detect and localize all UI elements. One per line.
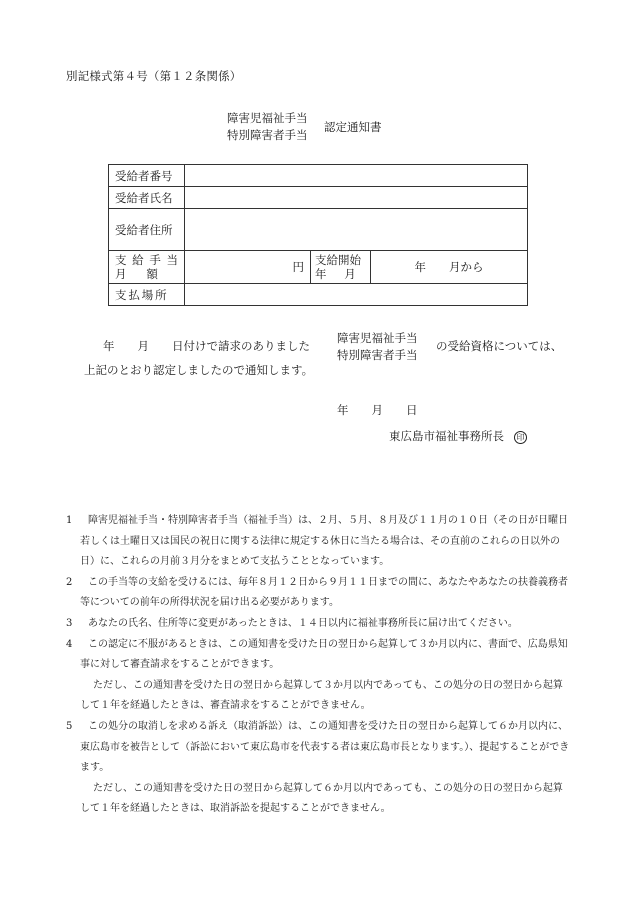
body-date-prefix: 年 月 日付けで請求のありました: [103, 339, 310, 353]
payment-start-label-bottom: 年 月: [315, 267, 356, 281]
payment-start-label: [311, 251, 371, 284]
payment-place-label: 支 払 場 所: [109, 284, 185, 306]
note-item: 3 あなたの氏名、住所等に変更があったときは、１４日以内に福祉事務所長に届け出てください。: [66, 617, 518, 629]
note-item: 4 この認定に不服があるときは、この通知書を受けた日の翌日から起算して３か月以内に、書面で、広島県知事に対して審査請求をすることができます。 ただし、この通知書を受けた日の翌日から起算して３か月以内であっても、この処分の日の翌日から起算して１年を経過したときは、審査請求をすることができません。: [66, 638, 568, 712]
table-row: [109, 284, 528, 306]
recipient-info-table: [108, 164, 528, 306]
body-allowance-types: [337, 330, 418, 364]
recipient-address-label: 受給者住所: [109, 209, 185, 251]
table-row: [109, 165, 528, 187]
title-allowance-types: [227, 110, 308, 144]
issuing-office: [389, 428, 527, 444]
recipient-name-field[interactable]: [185, 187, 528, 209]
table-row: [109, 209, 528, 251]
monthly-amount-label-top: 支 給 手 当: [115, 253, 178, 267]
payment-start-field[interactable]: 年 月から: [371, 251, 528, 284]
monthly-amount-label-bottom: 月 額: [115, 267, 158, 281]
monthly-amount-label: [109, 251, 185, 284]
note-item: 5 この処分の取消しを求める訴え（取消訴訟）は、この通知書を受けた日の翌日から起算して６か月以内に、東広島市を被告として（訴訟において東広島市を代表する者は東広島市長となります。）、提起することができます。 ただし、この通知書を受けた日の翌日から起算して６か月以内であっても、この処分の日の翌日から起算して１年を経過したときは、取消訴訟を提起することができません。: [66, 720, 570, 815]
title-allowance-2: 特別障害者手当: [227, 128, 308, 142]
payment-start-label-top: 支給開始: [315, 253, 361, 267]
table-row: [109, 187, 528, 209]
table-row: [109, 251, 528, 284]
note-item: 1 障害児福祉手当・特別障害者手当（福祉手当）は、２月、５月、８月及び１１月の１０日（その日が日曜日若しくは土曜日又は国民の祝日に関する法律に規定する休日に当たる場合は、その直前のこれらの日以外の日）に、これらの月前３月分をまとめて支払うこととなっています。: [66, 515, 568, 568]
payment-place-field[interactable]: [185, 284, 528, 306]
notes-section: [66, 511, 570, 820]
issue-date: 年 月 日: [337, 403, 418, 417]
body-allowance-2: 特別障害者手当: [337, 348, 418, 362]
recipient-address-field[interactable]: [185, 209, 528, 251]
recipient-number-field[interactable]: [185, 165, 528, 187]
document-title: 認定通知書: [324, 120, 382, 134]
yen-unit: 円: [292, 260, 304, 274]
form-number-label: 別記様式第４号（第１２条関係）: [66, 69, 242, 83]
title-allowance-1: 障害児福祉手当: [227, 111, 308, 125]
seal-icon: 印: [514, 431, 527, 444]
office-name: 東広島市福祉事務所長: [389, 429, 504, 443]
note-item: 2 この手当等の支給を受けるには、毎年８月１２日から９月１１日までの間に、あなたやあなたの扶養義務者等についての前年の所得状況を届け出る必要があります。: [66, 576, 568, 609]
recipient-number-label: 受給者番号: [109, 165, 185, 187]
body-allowance-1: 障害児福祉手当: [337, 331, 418, 345]
recipient-name-label: 受給者氏名: [109, 187, 185, 209]
body-notification-text: 上記のとおり認定しましたので通知します。: [84, 363, 314, 377]
monthly-amount-field[interactable]: [185, 251, 311, 284]
body-suffix: の受給資格については、: [436, 339, 563, 353]
